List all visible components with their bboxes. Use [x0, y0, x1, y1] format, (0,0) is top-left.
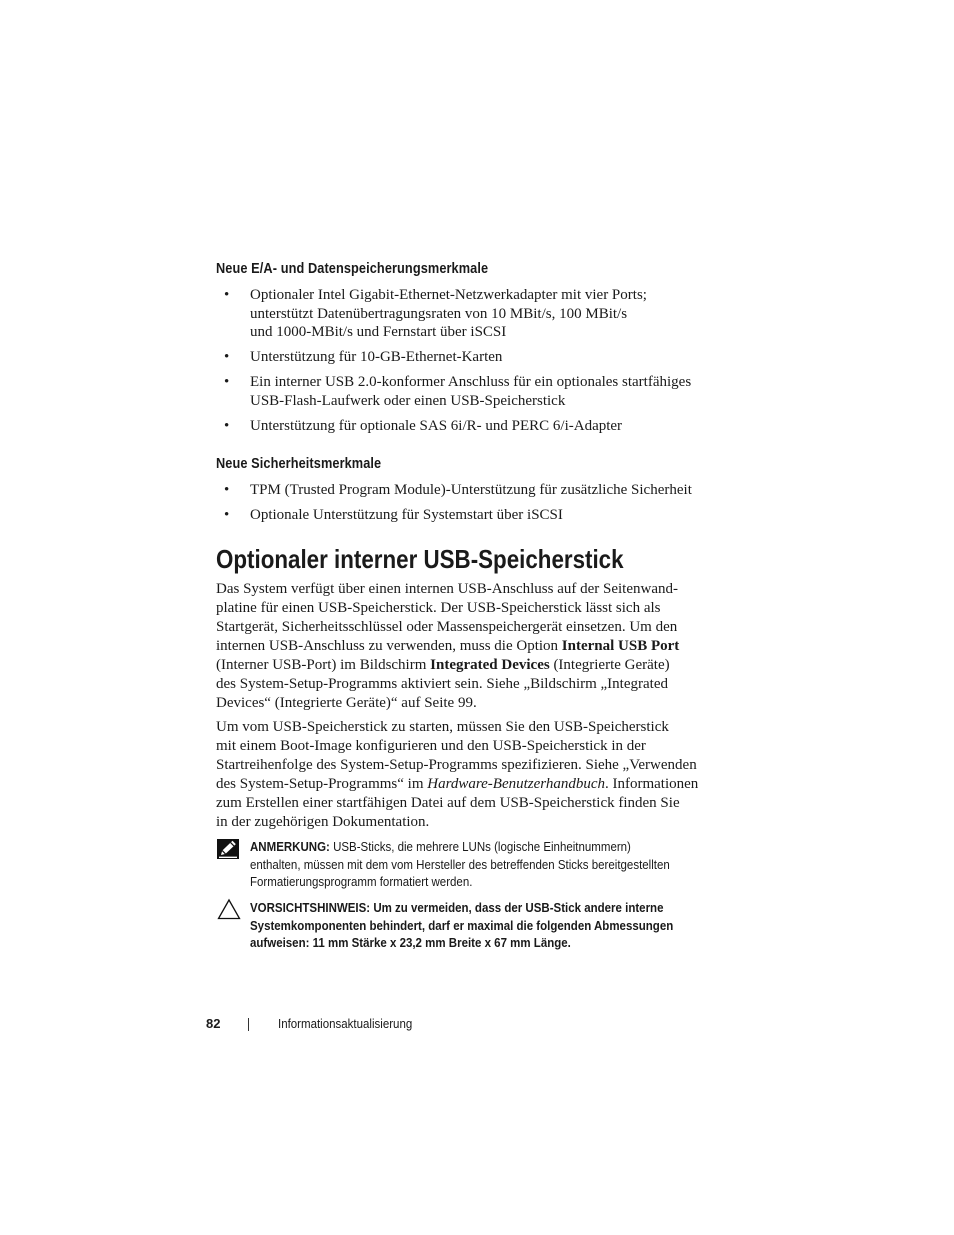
footer-chapter-title: Informationsaktualisierung	[278, 1017, 413, 1031]
option-name-internal-usb-port: Internal USB Port	[561, 638, 680, 654]
text-line: in der zugehörigen Dokumentation.	[216, 814, 430, 830]
text-line: platine für einen USB-Speicherstick. Der USB-Speicherstick lässt sich als	[216, 600, 661, 616]
note-line: Formatierungsprogramm formatiert werden.	[250, 875, 473, 889]
bullet-marker: •	[224, 349, 230, 365]
bullet-marker: •	[224, 507, 230, 523]
text-line	[216, 775, 698, 794]
text-run: . Informationen	[605, 776, 699, 792]
note-line	[250, 839, 670, 857]
note-line: enthalten, müssen mit dem vom Hersteller des betreffenden Sticks bereitgestellten	[250, 857, 670, 872]
caution-line: Systemkomponenten behindert, darf er maximal die folgenden Abmessungen	[250, 918, 674, 933]
bullet-marker: •	[224, 418, 230, 434]
section-heading-security: Neue Sicherheitsmerkmale	[216, 456, 382, 472]
list-item: Optionale Unterstützung für Systemstart über iSCSI	[250, 507, 563, 523]
list-item-continuation: und 1000-MBit/s und Fernstart über iSCSI	[250, 324, 507, 340]
list-item: Unterstützung für 10-GB-Ethernet-Karten	[250, 349, 503, 365]
text-line: Startreihenfolge des System-Setup-Programms spezifizieren. Siehe „Verwenden	[216, 757, 697, 773]
note-label: ANMERKUNG:	[250, 840, 330, 854]
pencil-note-icon	[216, 838, 240, 860]
text-line: mit einem Boot-Image konfigurieren und den USB-Speicherstick in der	[216, 738, 646, 754]
text-run: internen USB-Anschluss zu verwenden, muss die Option	[216, 638, 562, 654]
text-run: des System-Setup-Programms“ im	[216, 776, 428, 792]
list-item: Unterstützung für optionale SAS 6i/R- und PERC 6/i-Adapter	[250, 418, 623, 434]
text-run: USB-Sticks, die mehrere LUNs (logische Einheitnummern)	[329, 840, 631, 854]
page-number: 82	[206, 1016, 221, 1031]
list-item-continuation: USB-Flash-Laufwerk oder einen USB-Speicherstick	[250, 393, 566, 409]
bullet-marker: •	[224, 482, 230, 498]
text-line: Devices“ (Integrierte Geräte)“ auf Seite 99.	[216, 695, 477, 711]
caution-line	[250, 900, 673, 918]
paragraph-usb-port	[216, 580, 679, 713]
text-line: zum Erstellen einer startfähigen Datei auf dem USB-Speicherstick finden Sie	[216, 795, 680, 811]
text-line: Um vom USB-Speicherstick zu starten, müssen Sie den USB-Speicherstick	[216, 719, 669, 735]
text-run: (Integrierte Geräte)	[549, 657, 670, 673]
text-line	[216, 656, 679, 675]
list-item: TPM (Trusted Program Module)-Unterstützung für zusätzliche Sicherheit	[250, 482, 692, 498]
list-item: Ein interner USB 2.0-konformer Anschluss für ein optionales startfähiges	[250, 374, 692, 390]
text-line	[216, 637, 679, 656]
screen-name-integrated-devices: Integrated Devices	[430, 657, 550, 673]
bullet-marker: •	[224, 374, 230, 390]
text-line: des System-Setup-Programms aktiviert sein. Siehe „Bildschirm „Integrated	[216, 676, 668, 692]
text-run: (Interner USB-Port) im Bildschirm	[216, 657, 431, 673]
caution-label: VORSICHTSHINWEIS:	[250, 901, 371, 915]
caution-line: aufweisen: 11 mm Stärke x 23,2 mm Breite x 67 mm Länge.	[250, 936, 571, 950]
list-item-continuation: unterstützt Datenübertragungsraten von 10 MBit/s, 100 MBit/s	[250, 306, 628, 322]
text-line: Das System verfügt über einen internen USB-Anschluss auf der Seitenwand-	[216, 581, 678, 597]
caution-block	[250, 900, 710, 953]
footer-separator	[248, 1018, 249, 1031]
bullet-marker: •	[224, 287, 230, 303]
text-run: Um zu vermeiden, dass der USB-Stick andere interne	[370, 901, 664, 915]
list-item: Optionaler Intel Gigabit-Ethernet-Netzwerkadapter mit vier Ports;	[250, 287, 647, 303]
manual-title: Hardware-Benutzerhandbuch	[427, 776, 605, 792]
section-heading-io-storage: Neue E/A- und Datenspeicherungsmerkmale	[216, 261, 489, 277]
text-line: Startgerät, Sicherheitsschlüssel oder Massenspeichergerät einsetzen. Um den	[216, 619, 678, 635]
page-title: Optionaler interner USB-Speicherstick	[216, 544, 624, 574]
note-block	[250, 839, 706, 892]
paragraph-boot-from-usb	[216, 718, 698, 832]
warning-triangle-icon	[217, 898, 241, 920]
